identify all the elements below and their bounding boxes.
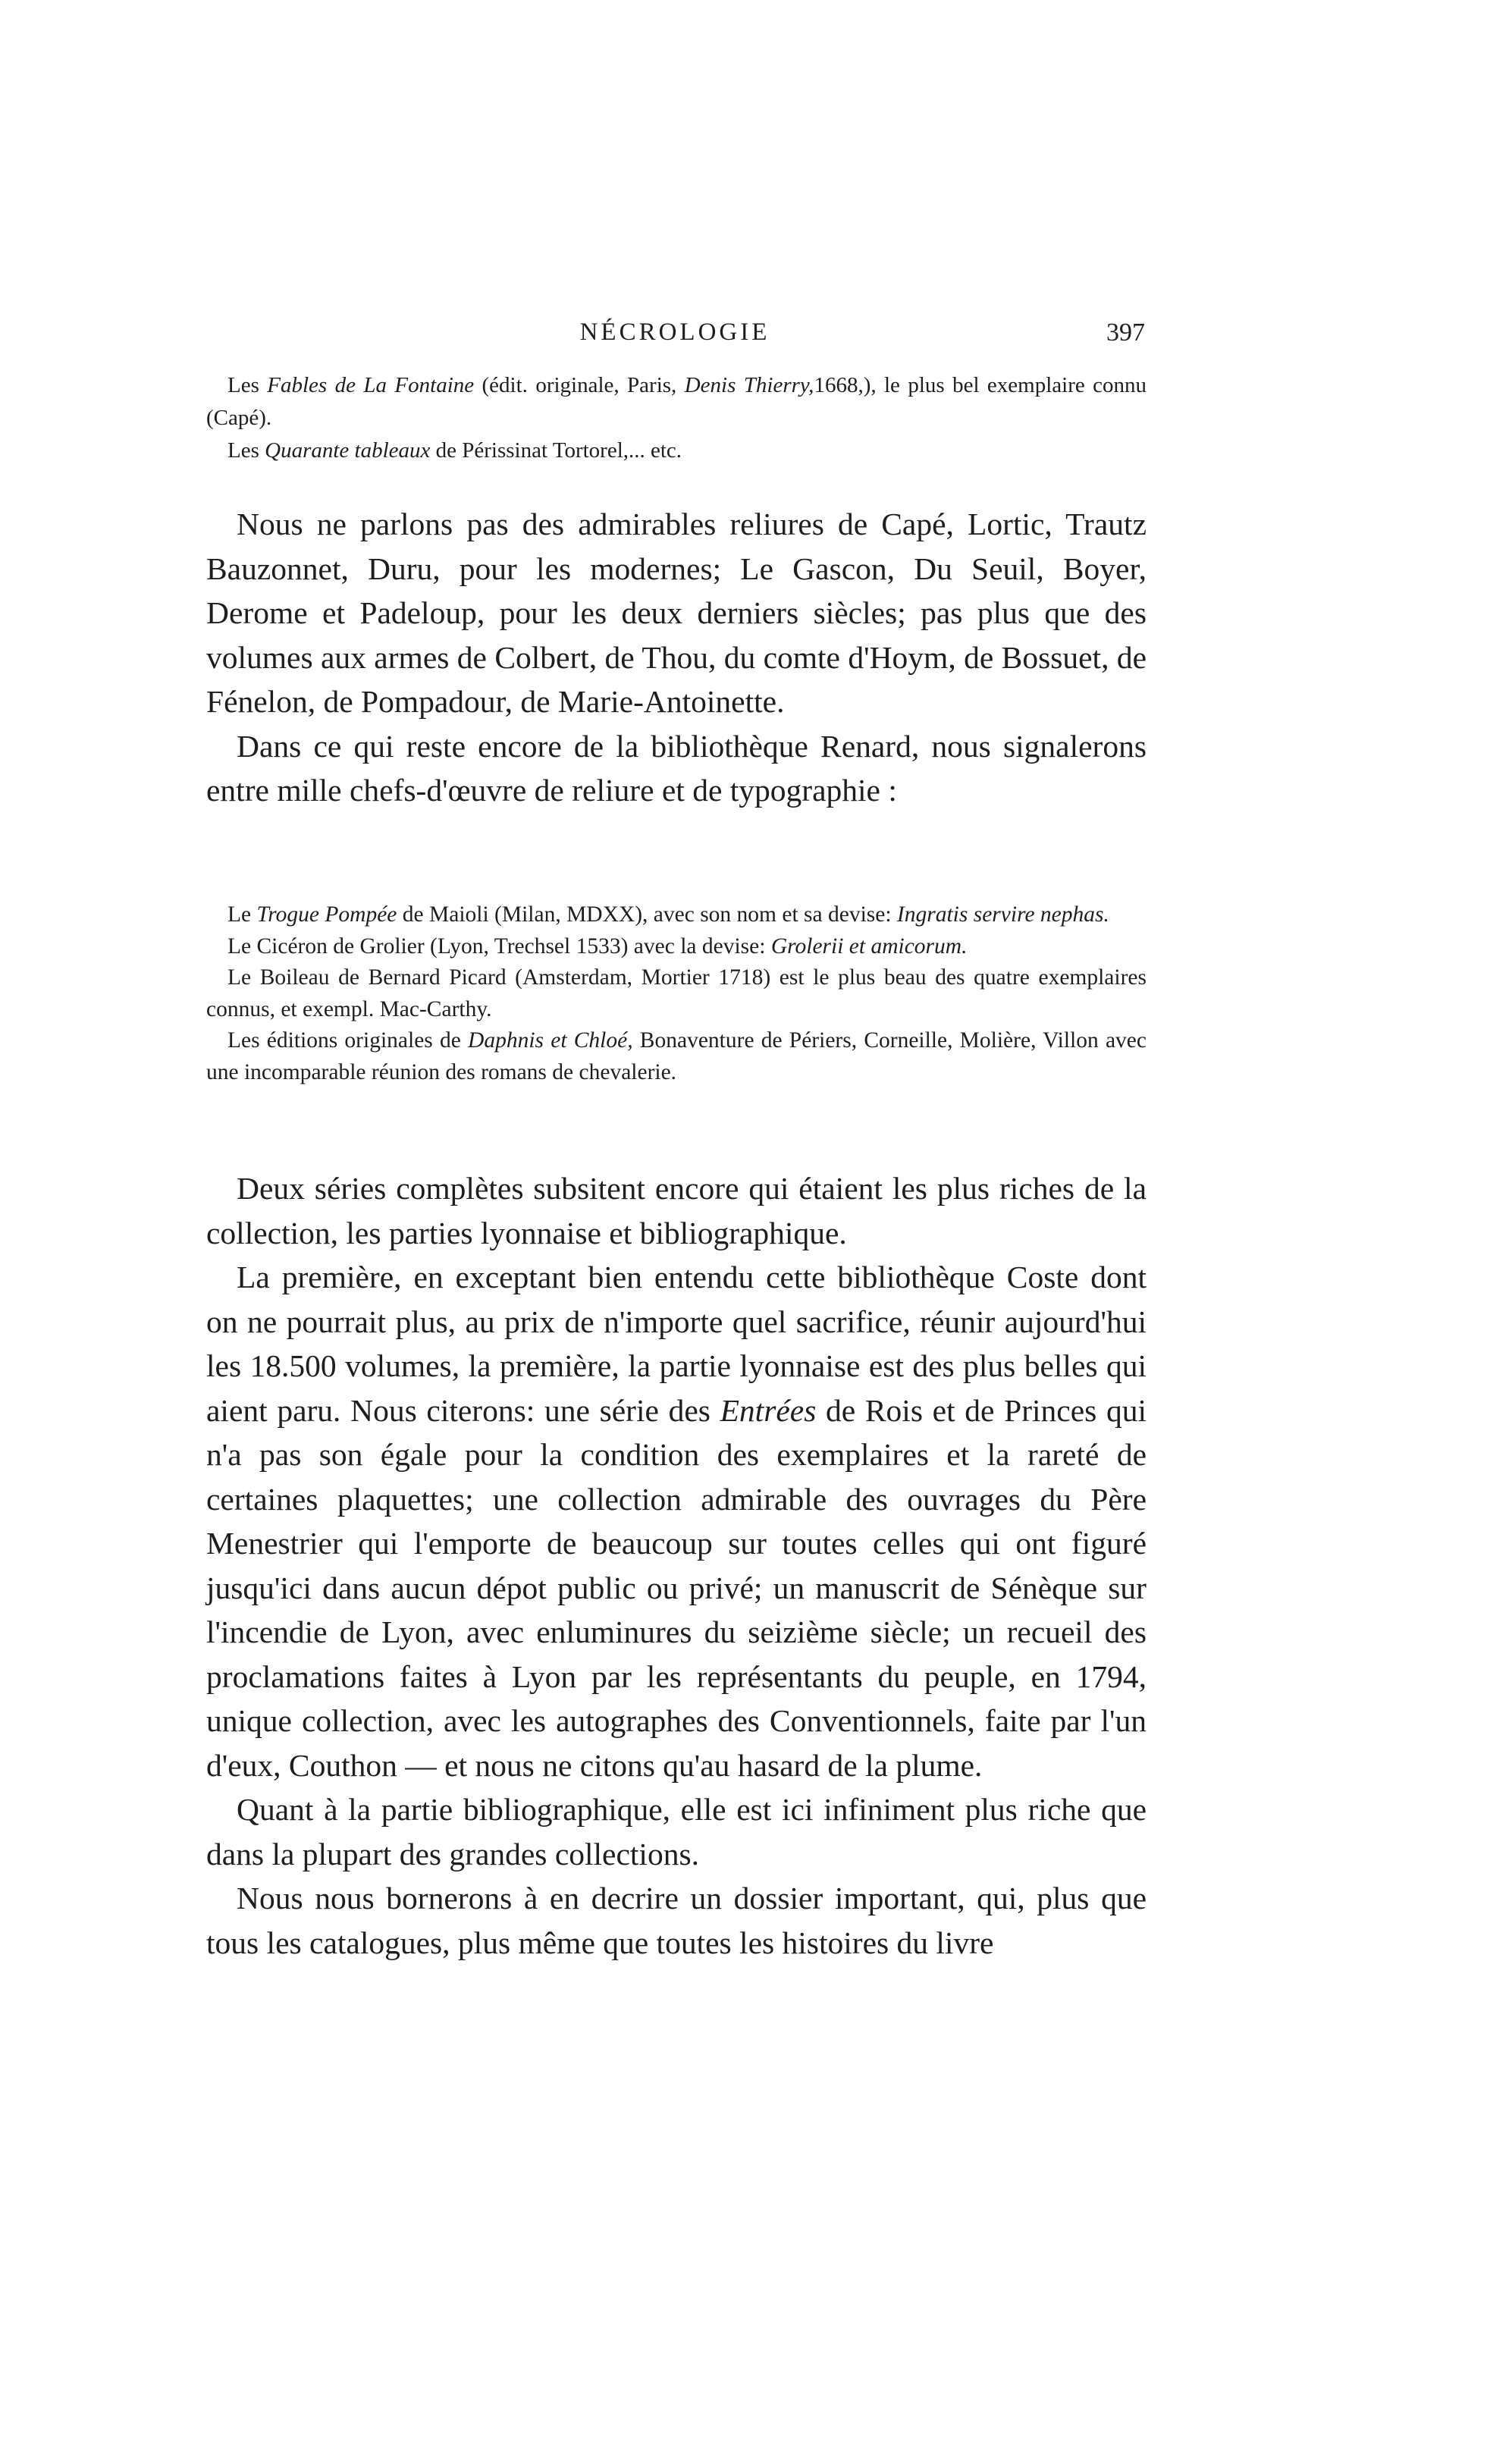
list-item: Le Trogue Pompée de Maioli (Milan, MDXX), avec son nom et sa devise: Ingratis servire nephas. [227,902,1109,927]
paragraph-dossier: Nous nous bornerons à en decrire un dossier important, qui, plus que tous les catalogues, plus même que toutes les histoires du livre [206,1881,1147,1960]
paragraph-partie-bibliographique: Quant à la partie bibliographique, elle est ici infiniment plus riche que dans la plupart des grandes collections. [206,1792,1147,1872]
note-quarante-tableaux: Les Quarante tableaux de Périssinat Tortorel,... etc. [227,438,682,463]
page-number: 397 [1106,318,1145,347]
paragraph-reliures: Nous ne parlons pas des admirables reliures de Capé, Lortic, Trautz Bauzonnet, Duru, pour les modernes; Le Gascon, Du Seuil, Boyer, Derome et Padeloup, pour les deux derniers siècles; pas plus que des volumes aux armes de Colbert, de Thou, du comte d'Hoym, de Bossuet, de Fénelon, de Pompadour, de Marie-Antoinette. [206,507,1147,719]
note-fables: Les Fables de La Fontaine (édit. originale, Paris, Denis Thierry,1668,), le plus bel exemplaire connu (Capé). [206,373,1147,430]
running-title: NÉCROLOGIE [579,318,770,346]
paragraph-deux-series: Deux séries complètes subsitent encore qui étaient les plus riches de la collection, les parties lyonnaise et bibliographique. [206,1171,1147,1250]
paragraph-bibliotheque-renard: Dans ce qui reste encore de la bibliothèque Renard, nous signalerons entre mille chefs-d'œuvre de reliure et de typographie : [206,728,1147,808]
paragraph-partie-lyonnaise: La première, en exceptant bien entendu cette bibliothèque Coste dont on ne pourrait plus, au prix de n'importe quel sacrifice, réunir aujourd'hui les 18.500 volumes, la première, la partie lyonnaise est des plus belles qui aient paru. Nous citerons: une série des Entrées de Rois et de Princes qui n'a pas son égale pour la condition des exemplaires et la rareté de certaines plaquettes; une collection admirable des ouvrages du Père Menestrier qui l'emporte de beaucoup sur toutes celles qui ont figuré jusqu'ici dans aucun dépot public ou privé; un manuscrit de Sénèque sur l'incendie de Lyon, avec enluminures du seizième siècle; un recueil des proclamations faites à Lyon par les représentants du peuple, en 1794, unique collection, avec les autographes des Conventionnels, faite par l'un d'eux, Couthon — et nous ne citons qu'au hasard de la plume. [206,1260,1147,1783]
list-item: Les éditions originales de Daphnis et Chloé, Bonaventure de Périers, Corneille, Molière, Villon avec une incomparable réunion des romans de chevalerie. [206,1028,1147,1084]
list-item: Le Boileau de Bernard Picard (Amsterdam, Mortier 1718) est le plus beau des quatre exemplaires connus, et exempl. Mac-Carthy. [206,965,1147,1021]
body-upper [206,502,1147,813]
body-lower [206,1166,1147,1965]
list-item: Le Cicéron de Grolier (Lyon, Trechsel 1533) avec la devise: Grolerii et amicorum. [227,933,968,959]
page-header [205,318,1145,356]
top-notes [206,369,1147,467]
notable-items-list [206,899,1147,1088]
